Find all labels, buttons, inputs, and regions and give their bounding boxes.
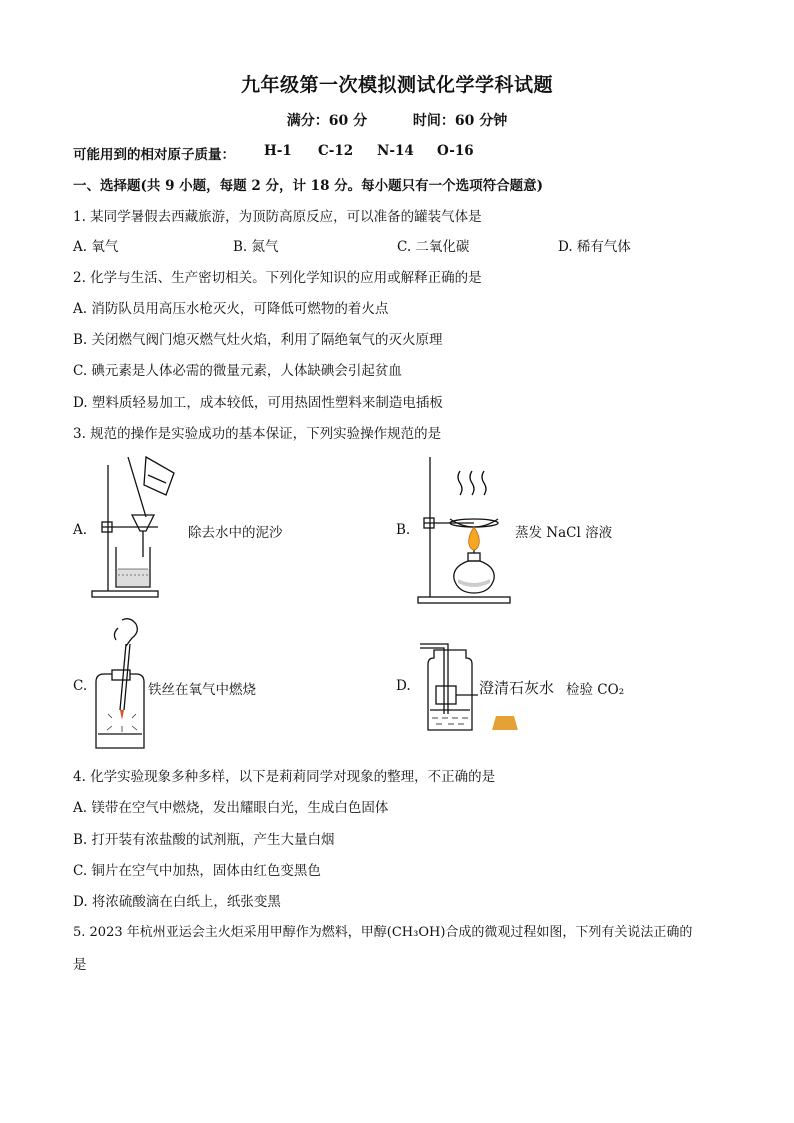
- question-4-option-a[interactable]: A. 镁带在空气中燃烧，发出耀眼白光，生成白色固体: [73, 800, 389, 816]
- question-2-stem: 2. 化学与生活、生产密切相关。下列化学知识的应用或解释正确的是: [73, 270, 482, 286]
- atomic-mass-label: 可能用到的相对原子质量：: [73, 147, 235, 163]
- question-4-option-d[interactable]: D. 将浓硫酸滴在白纸上，纸张变黑: [73, 894, 281, 910]
- evaporation-apparatus-icon: [414, 455, 514, 607]
- atomic-mass-c: C-12: [318, 143, 354, 159]
- question-4-option-c[interactable]: C. 铜片在空气中加热，固体由红色变黑色: [73, 863, 321, 879]
- iron-wire-combustion-icon: [92, 614, 152, 756]
- page-title: 九年级第一次模拟测试化学学科试题: [240, 74, 553, 96]
- question-1-option-a[interactable]: A. 氧气: [73, 239, 119, 255]
- figure-b-letter[interactable]: B.: [396, 522, 411, 538]
- section-heading: 一、选择题(共 9 小题，每题 2 分，计 18 分。每小题只有一个选项符合题意): [73, 178, 544, 194]
- question-1-stem: 1. 某同学暑假去西藏旅游，为顶防高原反应，可以准备的罐装气体是: [73, 209, 482, 225]
- exam-time: 时间：60 分钟: [412, 113, 508, 129]
- question-1-option-b[interactable]: B. 氮气: [233, 239, 279, 255]
- filtration-apparatus-icon: [88, 455, 188, 605]
- exam-info: [0, 110, 794, 130]
- figure-a-letter[interactable]: A.: [73, 522, 88, 538]
- atomic-mass-n: N-14: [377, 143, 414, 159]
- question-2-option-b[interactable]: B. 关闭燃气阀门熄灭燃气灶火焰，利用了隔绝氧气的灭火原理: [73, 332, 443, 348]
- question-4-option-b[interactable]: B. 打开装有浓盐酸的试剂瓶，产生大量白烟: [73, 832, 335, 848]
- question-2-option-a[interactable]: A. 消防队员用高压水枪灭火，可降低可燃物的着火点: [73, 301, 389, 317]
- question-2-option-c[interactable]: C. 碘元素是人体必需的微量元素，人体缺碘会引起贫血: [73, 363, 402, 379]
- figure-b-caption: 蒸发 NaCl 溶液: [515, 525, 613, 541]
- question-5-stem-line-1: 5. 2023 年杭州亚运会主火炬采用甲醇作为燃料，甲醇(CH₃OH)合成的微观过程如图，下列有关说法正确的: [73, 925, 693, 940]
- question-3-stem: 3. 规范的操作是实验成功的基本保证，下列实验操作规范的是: [73, 426, 442, 442]
- figure-c-caption: 铁丝在氧气中燃烧: [148, 682, 256, 698]
- atomic-mass-line: [73, 143, 235, 163]
- figure-d-letter[interactable]: D.: [396, 678, 411, 694]
- atomic-mass-h: H-1: [264, 143, 292, 159]
- figure-c-letter[interactable]: C.: [73, 678, 88, 694]
- question-4-stem: 4. 化学实验现象多种多样，以下是莉莉同学对现象的整理，不正确的是: [73, 769, 496, 785]
- full-score: 满分：60 分: [286, 113, 368, 129]
- figure-a-caption: 除去水中的泥沙: [188, 525, 283, 541]
- question-1-option-c[interactable]: C. 二氧化碳: [397, 239, 470, 255]
- atomic-mass-o: O-16: [437, 143, 474, 159]
- figure-d-caption: 检验 CO₂: [566, 682, 625, 698]
- question-2-option-d[interactable]: D. 塑料质轻易加工，成本较低，可用热固性塑料来制造电插板: [73, 395, 443, 411]
- question-1-option-d[interactable]: D. 稀有气体: [558, 239, 631, 255]
- question-5-stem-line-2: 是: [73, 957, 87, 973]
- figure-d-inner-label: 澄清石灰水: [479, 679, 555, 697]
